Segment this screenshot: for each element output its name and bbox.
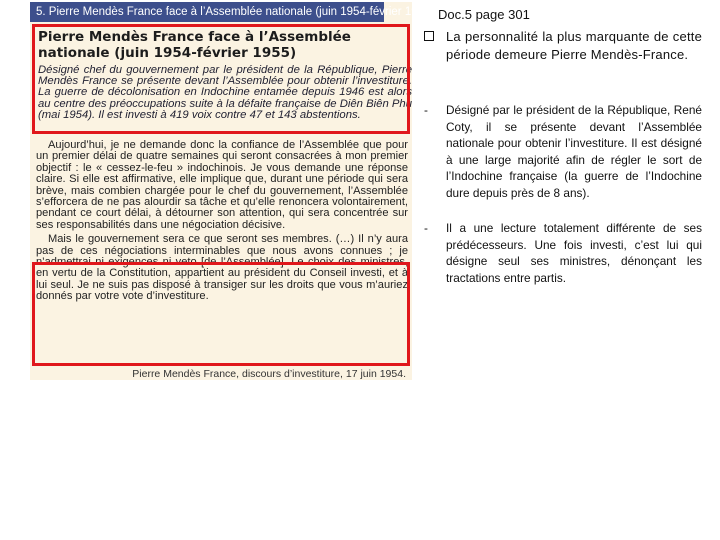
note-point — [424, 102, 702, 202]
intro-title: Pierre Mendès France face à l’Assemblée nationale (juin 1954-février 1955) — [38, 29, 351, 61]
headline-text: La personnalité la plus marquante de cette période demeure Pierre Mendès-France. — [446, 29, 702, 62]
highlight-frame-quote — [32, 262, 410, 366]
checkbox-bullet-icon — [424, 31, 434, 41]
document-header: 5. Pierre Mendès France face à l’Assemblée nationale (juin 1954-février 1955) — [30, 2, 384, 22]
quote-paragraph-1: Aujourd’hui, je ne demande donc la confiance de l’Assemblée que pour un premier délai de quatre semaines qui seront consacrées à mon premier objectif : le « cessez-le-feu » indochinois. Je vous demande une réponse claire. Si elle est affirmative, elle implique que, durant une période qui sera brève, mais combien chargée pour le chef du gouvernement, l’Assemblée s’efforcera de ne pas alourdir sa tâche et qu’elle renoncera volontairement, pendant ce court délai, à détourner son attention, qui sera concentrée sur ses responsabilités dans une négociation décisive. — [36, 139, 408, 231]
note-point-text: Désigné par le président de la République, René Coty, il se présente devant l’Assemblée nationale pour obtenir l’investiture. Il est désigné à une large majorité afin de régler le sort de l’Indochine française (la guerre de l’Indochine dure depuis près de 8 ans). — [446, 103, 702, 200]
document-reference: Doc.5 page 301 — [438, 7, 530, 22]
note-point-text: Il a une lecture totalement différente de ses prédécesseurs. Une fois investi, c’est lui qui désigne seul ses ministres, dénonçant les tractations entre partis. — [446, 221, 702, 285]
quote-paragraph-2: Mais le gouvernement sera ce que seront ses membres. (…) Il n’y aura pas de ces négociations interminables que nous avons connues ; je n’admettrai ni exigences ni veto [de l’Assemblée]. Le choix des ministres, en vertu de la Constitution, appartient au président du Conseil investi, et à lui seul. Je ne suis pas disposé à transiger sur les droits que vous m’auriez donnés par votre vote d’investiture. — [36, 233, 408, 303]
note-point — [424, 220, 702, 286]
quote-attribution: Pierre Mendès France, discours d’investiture, 17 juin 1954. — [132, 368, 406, 380]
dash-bullet: - — [424, 221, 428, 235]
intro-text: Désigné chef du gouvernement par le président de la République, Pierre Mendès France se présente devant l’Assemblée pour obtenir l’investiture. La guerre de décolonisation en Indochine entamée depuis 1946 est alors au centre des préoccupations suite à la défaite française de Diên Biên Phu (mai 1954). Il est investi à 419 voix contre 47 et 143 abstentions. — [38, 64, 412, 121]
headline-item — [424, 28, 702, 64]
dash-bullet: - — [424, 103, 428, 117]
highlight-frame-intro — [32, 24, 410, 134]
